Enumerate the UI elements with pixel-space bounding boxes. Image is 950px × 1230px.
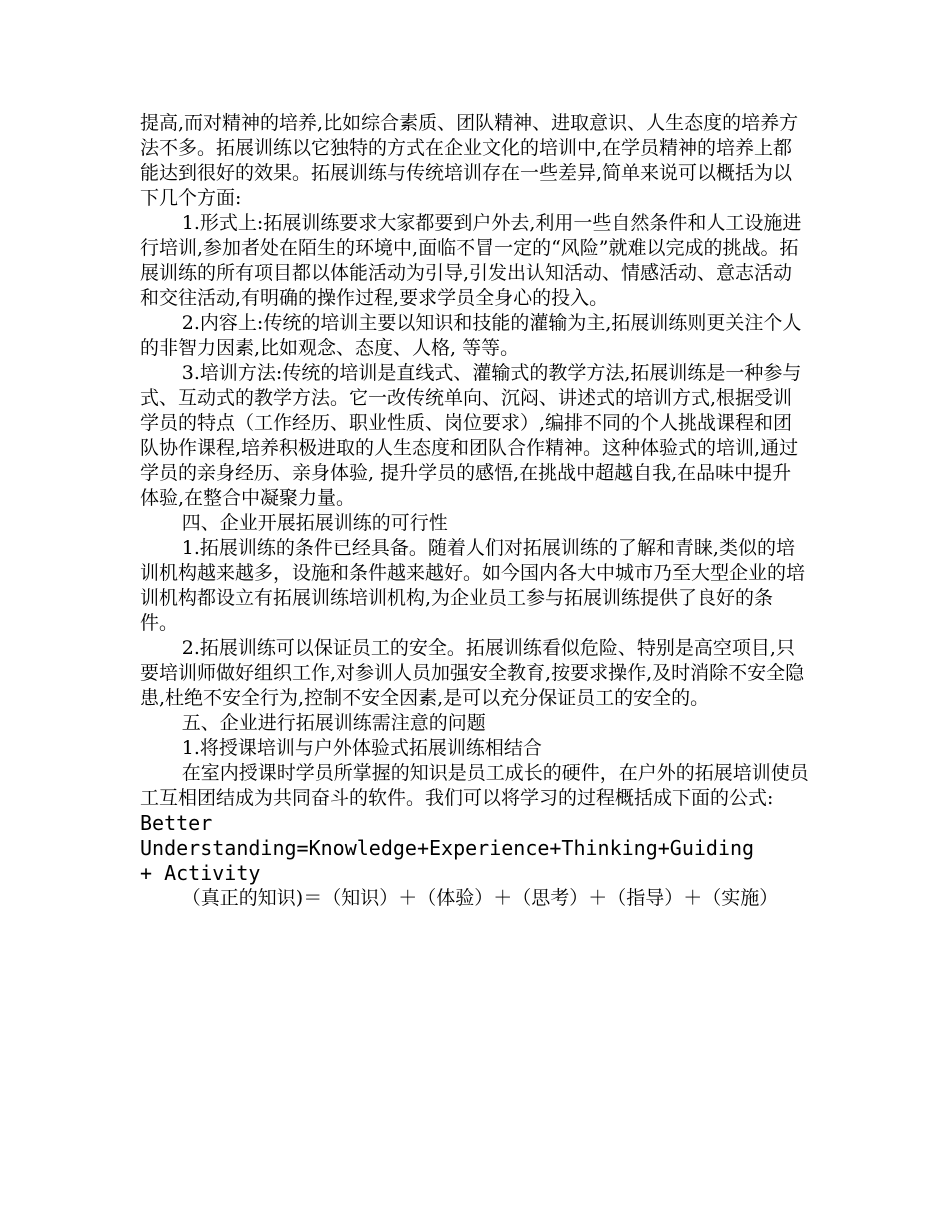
formula-line-2: Understanding=Knowledge+Experience+Thinking+Guiding [140,836,755,860]
section-heading-feasibility: 四、企业开展拓展训练的可行性 [181,512,448,534]
document-body [140,111,810,911]
paragraph-method: 3.培训方法:传统的培训是直线式、灌输式的教学方法,拓展训练是一种参与式、互动式的教学方法。它一改传统单向、沉闷、讲述式的培训方式,根据受训学员的特点（工作经历、职业性质、岗位要求）,编排不同的个人挑战课程和团队协作课程,培养积极进取的人生态度和团队合作精神。这种体验式的培训,通过学员的亲身经历、亲身体验, 提升学员的感悟,在挑战中超越自我,在品味中提升体验,在整合中凝聚力量。 [140,362,802,509]
formula-line-3: + Activity [140,861,261,885]
paragraph-combine: 1.将授课培训与户外体验式拓展训练相结合 [181,737,542,759]
paragraph-form: 1.形式上:拓展训练要求大家都要到户外去,利用一些自然条件和人工设施进行培训,参加者处在陌生的环境中,面临不冒一定的“风险”就难以完成的挑战。拓展训练的所有项目都以体能活动为引导,引发出认知活动、情感活动、意志活动和交往活动,有明确的操作过程,要求学员全身心的投入。 [140,212,802,309]
formula-chinese: （真正的知识)＝（知识）＋（体验）＋（思考）＋（指导）＋（实施） [181,887,779,909]
paragraph-formula-intro: 在室内授课时学员所掌握的知识是员工成长的硬件，在户外的拓展培训使员工互相团结成为共同奋斗的软件。我们可以将学习的过程概括成下面的公式: [140,762,809,809]
formula-line-1: Better [140,811,213,835]
paragraph-conditions: 1.拓展训练的条件已经具备。随着人们对拓展训练的了解和青睐,类似的培训机构越来越多，设施和条件越来越好。如今国内各大中城市乃至大型企业的培训机构都设立有拓展训练培训机构,为企业员工参与拓展训练提供了良好的条件。 [140,537,806,634]
paragraph-content: 2.内容上:传统的培训主要以知识和技能的灌输为主,拓展训练则更关注个人的非智力因素,比如观念、态度、人格, 等等。 [140,312,802,359]
paragraph-intro: 提高,而对精神的培养,比如综合素质、团队精神、进取意识、人生态度的培养方法不多。拓展训练以它独特的方式在企业文化的培训中,在学员精神的培养上都能达到很好的效果。拓展训练与传统培训存在一些差异,简单来说可以概括为以下几个方面: [140,112,799,209]
section-heading-issues: 五、企业进行拓展训练需注意的问题 [181,712,486,734]
paragraph-safety: 2.拓展训练可以保证员工的安全。拓展训练看似危险、特别是高空项目,只要培训师做好组织工作,对参训人员加强安全教育,按要求操作,及时消除不安全隐患,杜绝不安全行为,控制不安全因素,是可以充分保证员工的安全的。 [140,637,805,709]
